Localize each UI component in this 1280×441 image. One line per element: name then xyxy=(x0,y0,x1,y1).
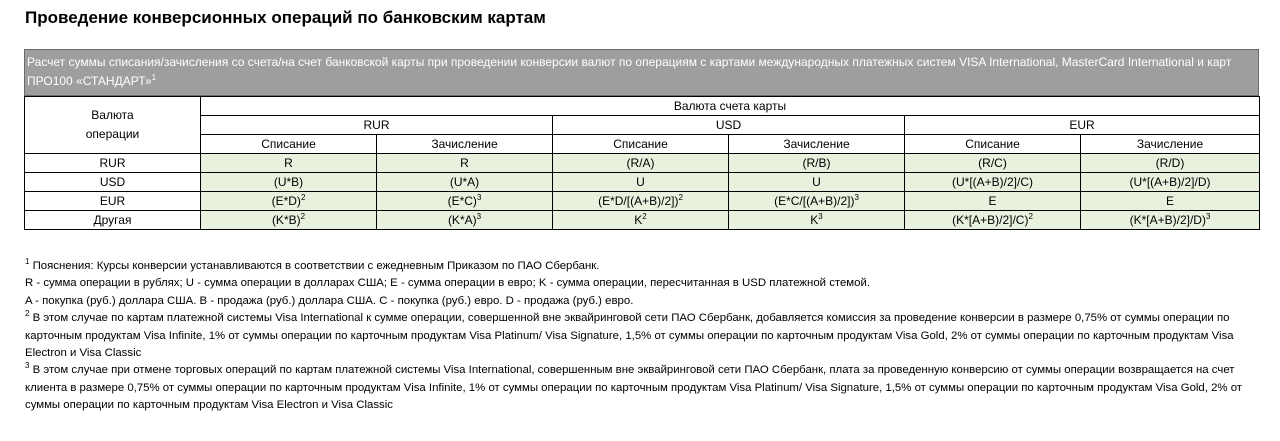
footnotes xyxy=(25,258,1255,415)
table-cell: (U*[(A+B)/2]/D) xyxy=(1081,173,1260,192)
page-title: Проведение конверсионных операций по банковским картам xyxy=(25,8,546,27)
footnote-2 xyxy=(25,310,1255,362)
legend-line: R - сумма операции в рублях; U - сумма операции в долларах США; E - сумма операции в евро; K - сумма операции, пересчитанная в USD платежной стемой. xyxy=(25,277,871,290)
subheader-debit: Списание xyxy=(553,135,729,154)
table-cell: (U*A) xyxy=(377,173,553,192)
footnote-3 xyxy=(25,362,1255,414)
subheader-debit: Списание xyxy=(905,135,1081,154)
subheader-credit: Зачисление xyxy=(1081,135,1260,154)
table-cell: $K^2$ xyxy=(553,211,729,230)
table-row xyxy=(25,154,1260,173)
table-cell: $(E*D/[(A+B)/2])^2$ xyxy=(553,192,729,211)
subheader-credit: Зачисление xyxy=(729,135,905,154)
table-row xyxy=(25,192,1260,211)
subheader-debit: Списание xyxy=(201,135,377,154)
table-cell: (R/C) xyxy=(905,154,1081,173)
table-cell: (U*B) xyxy=(201,173,377,192)
account-currency-header: Валюта счета карты xyxy=(201,97,1260,116)
table-cell: E xyxy=(905,192,1081,211)
row-label: Другая xyxy=(25,211,201,230)
currency-header-rur: RUR xyxy=(201,116,553,135)
row-label: USD xyxy=(25,173,201,192)
table-cell: $(E*D)^2$ xyxy=(201,192,377,211)
table-cell: $(E*C/[(A+B)/2])^3$ xyxy=(729,192,905,211)
table-cell: $K^3$ xyxy=(729,211,905,230)
footnote-1 xyxy=(25,258,1255,275)
currency-header-usd: USD xyxy=(553,116,905,135)
table-cell: (R/D) xyxy=(1081,154,1260,173)
table-cell: (K*[A+B)/2]/C)$^2$ xyxy=(905,211,1081,230)
footnote-mark: 1 xyxy=(25,257,30,267)
table-row xyxy=(25,173,1260,192)
subheader-credit: Зачисление xyxy=(377,135,553,154)
row-label: EUR xyxy=(25,192,201,211)
table-caption-text: Расчет суммы списания/зачисления со счета/на счет банковской карты при проведении конверсии валют по операциям с картами международных платежных систем VISA International, MasterCard International и карт ПРО100 «СТАНДАРТ» xyxy=(27,55,1232,88)
table-row xyxy=(25,211,1260,230)
table-cell: (K*[A+B)/2]/D)$^3$ xyxy=(1081,211,1260,230)
legend-line: A - покупка (руб.) доллара США. B - продажа (руб.) доллара США. C - покупка (руб.) евро. D - продажа (руб.) евро. xyxy=(25,294,634,307)
operation-currency-header xyxy=(25,97,201,154)
currency-header-eur: EUR xyxy=(905,116,1260,135)
footnote-text: В этом случае по картам платежной системы Visa International к сумме операции, совершенной вне эквайринговой сети ПАО Сбербанк, добавляется комиссия за проведение конверсии в размере 0,75% от суммы операции по карточным продуктам Visa Infinite, 1% от суммы операции по карточным продуктам Visa Platinum/ Visa Signature, 1,5% от суммы операции по карточным продуктам Visa Gold, 2% от суммы операции по карточным продуктам Visa Electron и Visa Classic xyxy=(25,312,1234,360)
footnote-text: Пояснения: Курсы конверсии устанавливаются в соответствии с ежедневным Приказом по ПАО Сбербанк. xyxy=(29,260,600,272)
table-cell: (U*[(A+B)/2]/C) xyxy=(905,173,1081,192)
table-cell: R xyxy=(201,154,377,173)
operation-currency-header-line1: Валюта xyxy=(91,108,134,122)
row-label: RUR xyxy=(25,154,201,173)
table-caption xyxy=(24,49,1259,96)
table-cell: R xyxy=(377,154,553,173)
table-cell: (R/A) xyxy=(553,154,729,173)
table-cell: U xyxy=(729,173,905,192)
conversion-table xyxy=(24,96,1260,230)
table-caption-footnote-mark: 1 xyxy=(151,73,157,82)
table-cell: (R/B) xyxy=(729,154,905,173)
table-cell: U xyxy=(553,173,729,192)
footnote-mark: 2 xyxy=(25,309,30,319)
table-cell: $(K*B)^2$ xyxy=(201,211,377,230)
footnote-text: В этом случае при отмене торговых операций по картам платежной системы Visa International, совершенным вне эквайринговой сети ПАО Сбербанк, плата за проведенную конверсию от суммы операции возвращается на счет клиента в размере 0,75% от суммы операции по карточным продуктам Visa Infinite, 1% от суммы операции по карточным продуктам Visa Platinum/ Visa Signature, 1,5% от суммы операции по карточным продуктам Visa Gold, 2% от суммы операции по карточным продуктам Visa Electron и Visa Classic xyxy=(25,364,1243,412)
footnote-mark: 3 xyxy=(25,361,30,371)
operation-currency-header-line2: операции xyxy=(85,127,140,141)
table-cell: $(K*A)^3$ xyxy=(377,211,553,230)
table-cell: E xyxy=(1081,192,1260,211)
table-cell: $(E*C)^3$ xyxy=(377,192,553,211)
